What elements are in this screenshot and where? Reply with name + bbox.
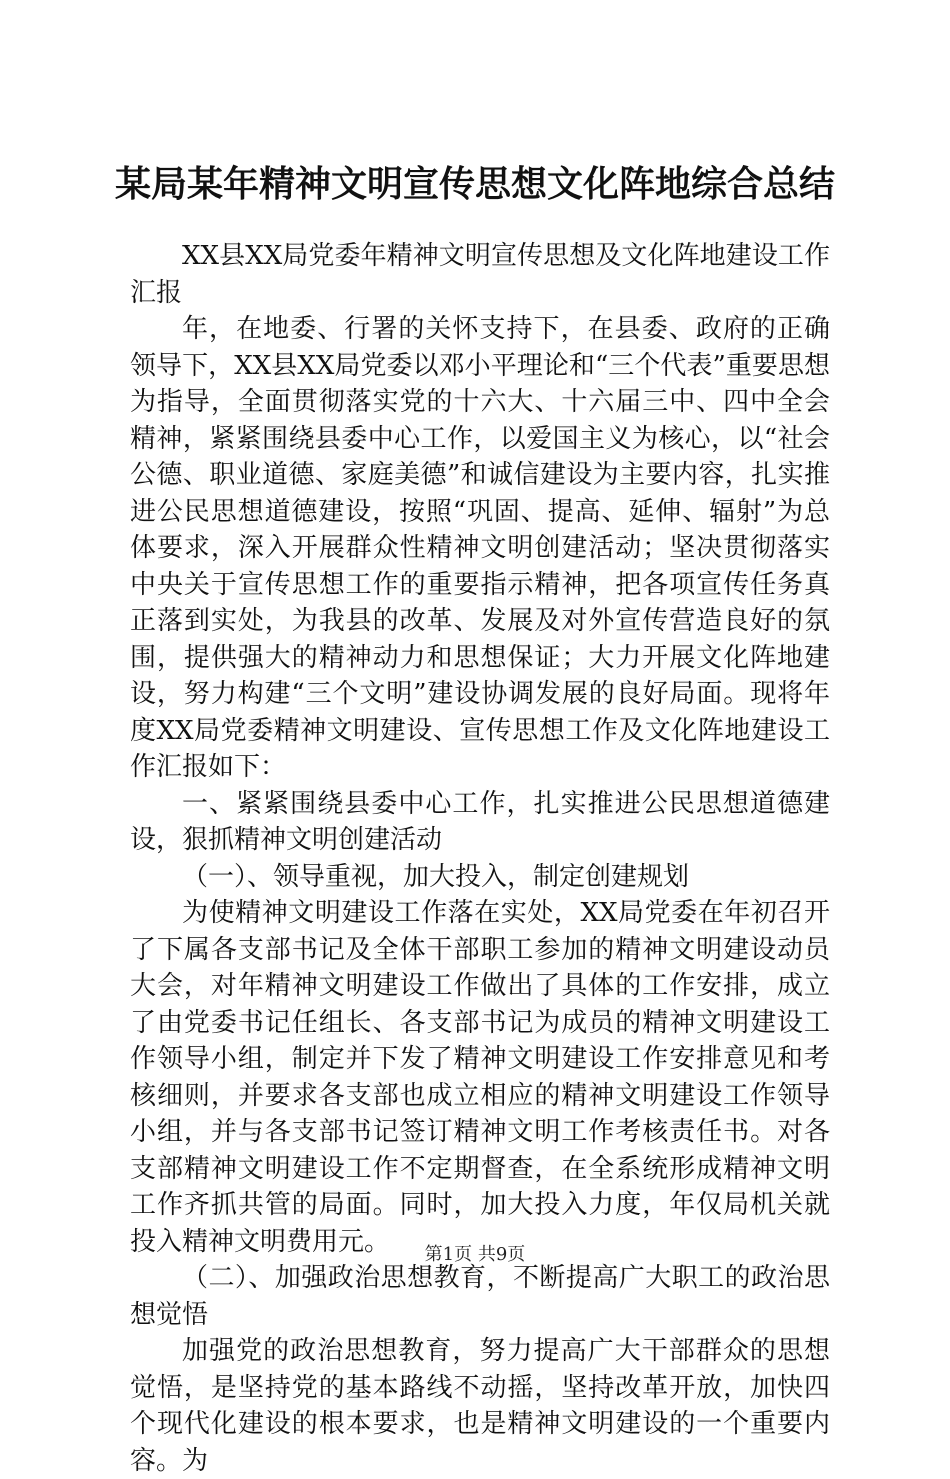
page-footer: 第1页 共9页 (424, 1244, 526, 1265)
section-heading: 一、紧紧围绕县委中心工作，扎实推进公民思想道德建设，狠抓精神文明创建活动 (130, 788, 830, 855)
paragraph: 年，在地委、行署的关怀支持下，在县委、政府的正确领导下，XX县XX局党委以邓小平理论和“三个代表”重要思想为指导，全面贯彻落实党的十六大、十六届三中、四中全会精神，紧紧围绕县委中心工作，以爱国主义为核心，以“社会公德、职业道德、家庭美德”和诚信建设为主要内容，扎实推进公民思想道德建设，按照“巩固、提高、延伸、辐射”为总体要求，深入开展群众性精神文明创建活动；坚决贯彻落实中央关于宣传思想工作的重要指示精神，把各项宣传任务真正落到实处，为我县的改革、发展及对外宣传营造良好的氛围，提供强大的精神动力和思想保证；大力开展文化阵地建设，努力构建“三个文明”建设协调发展的良好局面。现将年度XX局党委精神文明建设、宣传思想工作及文化阵地建设工作汇报如下： (130, 314, 830, 782)
subsection-heading: （一）、领导重视，加大投入，制定创建规划 (182, 861, 690, 892)
document-title: 某局某年精神文明宣传思想文化阵地综合总结 (114, 163, 835, 205)
subsection-heading: （二）、加强政治思想教育，不断提高广大职工的政治思想觉悟 (130, 1263, 830, 1330)
paragraph: XX县XX局党委年精神文明宣传思想及文化阵地建设工作汇报 (130, 241, 830, 308)
paragraph: 加强党的政治思想教育，努力提高广大干部群众的思想觉悟，是坚持党的基本路线不动摇，坚持改革开放，加快四个现代化建设的根本要求，也是精神文明建设的一个重要内容。为 (130, 1336, 830, 1476)
paragraph: 为使精神文明建设工作落在实处，XX局党委在年初召开了下属各支部书记及全体干部职工参加的精神文明建设动员大会，对年精神文明建设工作做出了具体的工作安排，成立了由党委书记任组长、各支部书记为成员的精神文明建设工作领导小组，制定并下发了精神文明建设工作安排意见和考核细则，并要求各支部也成立相应的精神文明建设工作领导小组，并与各支部书记签订精神文明工作考核责任书。对各支部精神文明建设工作不定期督查，在全系统形成精神文明工作齐抓共管的局面。同时，加大投入力度，年仅局机关就投入精神文明费用元。 (130, 898, 830, 1257)
document-body (130, 238, 830, 1479)
